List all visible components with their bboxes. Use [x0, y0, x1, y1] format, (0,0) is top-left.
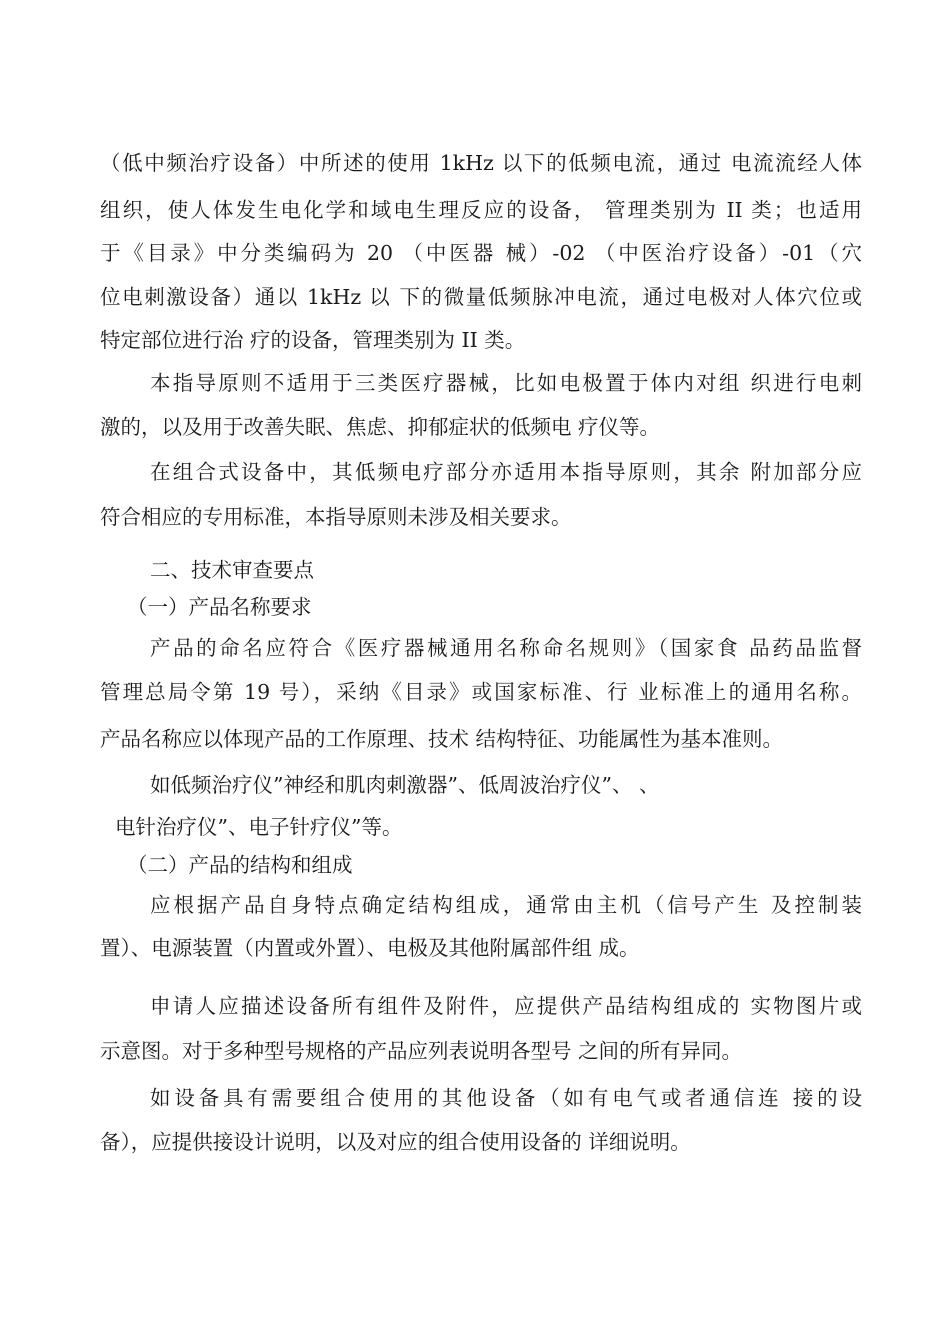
paragraph-line: 于《目录》中分类编码为 20 （中医器 械）-02 （中医治疗设备）-01（穴 — [100, 241, 862, 265]
paragraph-line: 应根据产品自身特点确定结构组成，通常由主机（信号产生 及控制装 — [150, 893, 862, 917]
paragraph-line: 在组合式设备中，其低频电疗部分亦适用本指导原则，其余 附加部分应 — [150, 460, 862, 484]
paragraph-line: 如低频治疗仪”神经和肌肉刺激器”、低周波治疗仪”、 、 — [150, 773, 660, 797]
paragraph-line: （低中频治疗设备）中所述的使用 1kHz 以下的低频电流，通过 电流流经人体 — [100, 151, 862, 175]
paragraph-line: 激的，以及用于改善失眠、焦虑、抑郁症状的低频电 疗仪等。 — [100, 415, 661, 439]
paragraph-line: 申请人应描述设备所有组件及附件，应提供产品结构组成的 实物图片或 — [150, 994, 862, 1018]
subsection-heading: （一）产品名称要求 — [127, 595, 312, 619]
paragraph-line: 组织，使人体发生电化学和域电生理反应的设备， 管理类别为 II 类；也适用 — [100, 198, 862, 222]
paragraph-line: 如设备具有需要组合使用的其他设备（如有电气或者通信连 接的设 — [150, 1086, 862, 1110]
paragraph-line: 电针治疗仪”、电子针疗仪”等。 — [115, 815, 403, 839]
paragraph-line: 位电刺激设备）通以 1kHz 以 下的微量低频脉冲电流，通过电极对人体穴位或 — [100, 285, 862, 309]
paragraph-line: 示意图。对于多种型号规格的产品应列表说明各型号 之间的所有异同。 — [100, 1039, 743, 1063]
paragraph-line: 特定部位进行治 疗的设备，管理类别为 II 类。 — [100, 328, 526, 352]
paragraph-line: 产品名称应以体现产品的工作原理、技术 结构特征、功能属性为基本准则。 — [100, 727, 784, 751]
paragraph-line: 管理总局令第 19 号），采纳《目录》或国家标准、行 业标准上的通用名称。 — [100, 680, 862, 704]
paragraph-line: 符合相应的专用标准，本指导原则未涉及相关要求。 — [100, 505, 572, 529]
subsection-heading: （二）产品的结构和组成 — [127, 853, 353, 877]
section-heading: 二、技术审查要点 — [150, 558, 314, 582]
paragraph-line: 产品的命名应符合《医疗器械通用名称命名规则》（国家食 品药品监督 — [150, 636, 862, 660]
paragraph-line: 备），应提供接设计说明，以及对应的组合使用设备的 详细说明。 — [100, 1130, 691, 1154]
paragraph-line: 本指导原则不适用于三类医疗器械，比如电极置于体内对组 织进行电刺 — [150, 371, 862, 395]
paragraph-line: 置）、电源装置（内置或外置）、电极及其他附属部件组 成。 — [100, 936, 640, 960]
